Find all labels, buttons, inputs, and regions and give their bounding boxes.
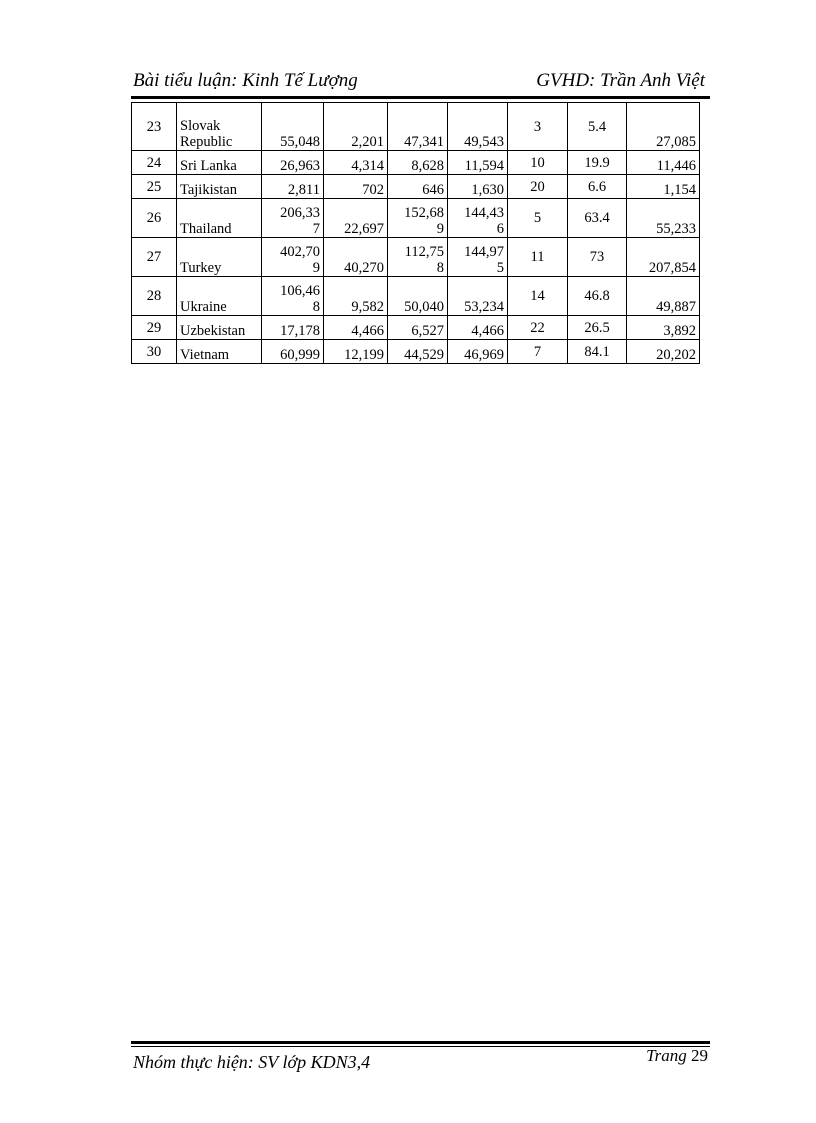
value-cell: 46.8 [568, 277, 627, 316]
value-cell: 49,887 [627, 277, 700, 316]
country-name-cell [177, 238, 262, 277]
page-header [131, 70, 710, 96]
table-row [132, 151, 700, 175]
cell-line: Sri Lanka [180, 158, 237, 174]
value-cell: 5 [508, 199, 568, 238]
value-cell: 26.5 [568, 316, 627, 340]
value-cell [448, 340, 508, 364]
row-number-cell: 28 [132, 277, 177, 316]
cell-line: 402,70 [280, 244, 320, 260]
cell-line: 11,594 [464, 158, 504, 174]
value-cell [448, 103, 508, 151]
cell-line: 8,628 [411, 158, 444, 174]
value-cell [262, 238, 324, 277]
value-cell: 20 [508, 175, 568, 199]
value-cell [388, 151, 448, 175]
table-row [132, 175, 700, 199]
value-cell: 6.6 [568, 175, 627, 199]
footer-rule [131, 1041, 710, 1044]
row-number-cell: 26 [132, 199, 177, 238]
value-cell: 1,154 [627, 175, 700, 199]
row-number-cell: 29 [132, 316, 177, 340]
cell-line: 112,75 [404, 244, 444, 260]
value-cell: 2,201 [324, 103, 388, 151]
cell-line: 4,466 [471, 323, 504, 339]
value-cell [448, 175, 508, 199]
value-cell: 3 [508, 103, 568, 151]
country-name-cell [177, 175, 262, 199]
value-cell [388, 277, 448, 316]
cell-line: 55,048 [280, 134, 320, 150]
table-row [132, 340, 700, 364]
value-cell: 63.4 [568, 199, 627, 238]
cell-line: 1,630 [471, 182, 504, 198]
page-footer [131, 1046, 710, 1076]
cell-line: 144,97 [464, 244, 504, 260]
cell-line: 144,43 [464, 205, 504, 221]
header-title: Bài tiểu luận: Kinh Tế Lượng [133, 70, 358, 91]
value-cell [448, 277, 508, 316]
cell-line: 2,811 [287, 182, 320, 198]
cell-line: Republic [180, 134, 233, 150]
header-rule [131, 96, 710, 99]
value-cell [262, 316, 324, 340]
country-name-cell [177, 199, 262, 238]
value-cell: 7 [508, 340, 568, 364]
cell-line: Vietnam [180, 347, 230, 363]
cell-line: 6 [496, 221, 504, 237]
value-cell: 207,854 [627, 238, 700, 277]
value-cell [262, 151, 324, 175]
page-number [646, 1046, 708, 1066]
cell-line: 5 [496, 260, 504, 276]
country-name-cell [177, 340, 262, 364]
page-word: Trang [646, 1046, 687, 1065]
row-number-cell: 24 [132, 151, 177, 175]
footer-group: Nhóm thực hiện: SV lớp KDN3,4 [133, 1052, 371, 1072]
page-number-value: 29 [691, 1046, 708, 1065]
cell-line: 646 [422, 182, 444, 198]
table-row [132, 199, 700, 238]
value-cell [262, 175, 324, 199]
cell-line: 46,969 [464, 347, 504, 363]
cell-line: 47,341 [404, 134, 444, 150]
table-row [132, 238, 700, 277]
value-cell [262, 340, 324, 364]
value-cell: 14 [508, 277, 568, 316]
header-instructor: GVHD: Trần Anh Việt [536, 70, 705, 91]
value-cell: 3,892 [627, 316, 700, 340]
value-cell: 5.4 [568, 103, 627, 151]
value-cell: 40,270 [324, 238, 388, 277]
value-cell: 9,582 [324, 277, 388, 316]
value-cell: 11 [508, 238, 568, 277]
value-cell [388, 340, 448, 364]
country-name-cell [177, 103, 262, 151]
value-cell: 27,085 [627, 103, 700, 151]
value-cell [262, 277, 324, 316]
cell-line: 49,543 [464, 134, 504, 150]
cell-line: 44,529 [404, 347, 444, 363]
cell-line: 60,999 [280, 347, 320, 363]
table-row [132, 277, 700, 316]
table-row [132, 316, 700, 340]
value-cell: 20,202 [627, 340, 700, 364]
table-row [132, 103, 700, 151]
cell-line: 9 [312, 260, 320, 276]
value-cell: 12,199 [324, 340, 388, 364]
cell-line: 9 [436, 221, 444, 237]
value-cell [262, 199, 324, 238]
cell-line: Ukraine [180, 299, 227, 315]
value-cell: 73 [568, 238, 627, 277]
value-cell: 22 [508, 316, 568, 340]
cell-line: 53,234 [464, 299, 504, 315]
value-cell: 19.9 [568, 151, 627, 175]
cell-line: 17,178 [280, 323, 320, 339]
value-cell [448, 199, 508, 238]
cell-line: Thailand [180, 221, 232, 237]
value-cell: 55,233 [627, 199, 700, 238]
row-number-cell: 30 [132, 340, 177, 364]
cell-line: 7 [312, 221, 320, 237]
value-cell [388, 316, 448, 340]
value-cell [388, 199, 448, 238]
country-name-cell [177, 151, 262, 175]
table-body [132, 103, 700, 364]
value-cell [448, 316, 508, 340]
row-number-cell: 23 [132, 103, 177, 151]
value-cell [388, 103, 448, 151]
cell-line: 6,527 [411, 323, 444, 339]
value-cell [388, 238, 448, 277]
row-number-cell: 27 [132, 238, 177, 277]
value-cell: 4,466 [324, 316, 388, 340]
cell-line: 50,040 [404, 299, 444, 315]
value-cell: 84.1 [568, 340, 627, 364]
cell-line: 106,46 [280, 283, 320, 299]
cell-line: 26,963 [280, 158, 320, 174]
cell-line: Slovak [180, 118, 221, 134]
country-name-cell [177, 316, 262, 340]
cell-line: Uzbekistan [180, 323, 246, 339]
cell-line: 8 [436, 260, 444, 276]
row-number-cell: 25 [132, 175, 177, 199]
cell-line: 152,68 [404, 205, 444, 221]
cell-line: 8 [312, 299, 320, 315]
value-cell [262, 103, 324, 151]
cell-line: Tajikistan [180, 182, 237, 198]
value-cell: 4,314 [324, 151, 388, 175]
value-cell: 10 [508, 151, 568, 175]
value-cell: 22,697 [324, 199, 388, 238]
value-cell [388, 175, 448, 199]
data-table [131, 102, 700, 364]
value-cell: 11,446 [627, 151, 700, 175]
value-cell: 702 [324, 175, 388, 199]
cell-line: Turkey [180, 260, 222, 276]
cell-line: 206,33 [280, 205, 320, 221]
value-cell [448, 151, 508, 175]
country-name-cell [177, 277, 262, 316]
value-cell [448, 238, 508, 277]
